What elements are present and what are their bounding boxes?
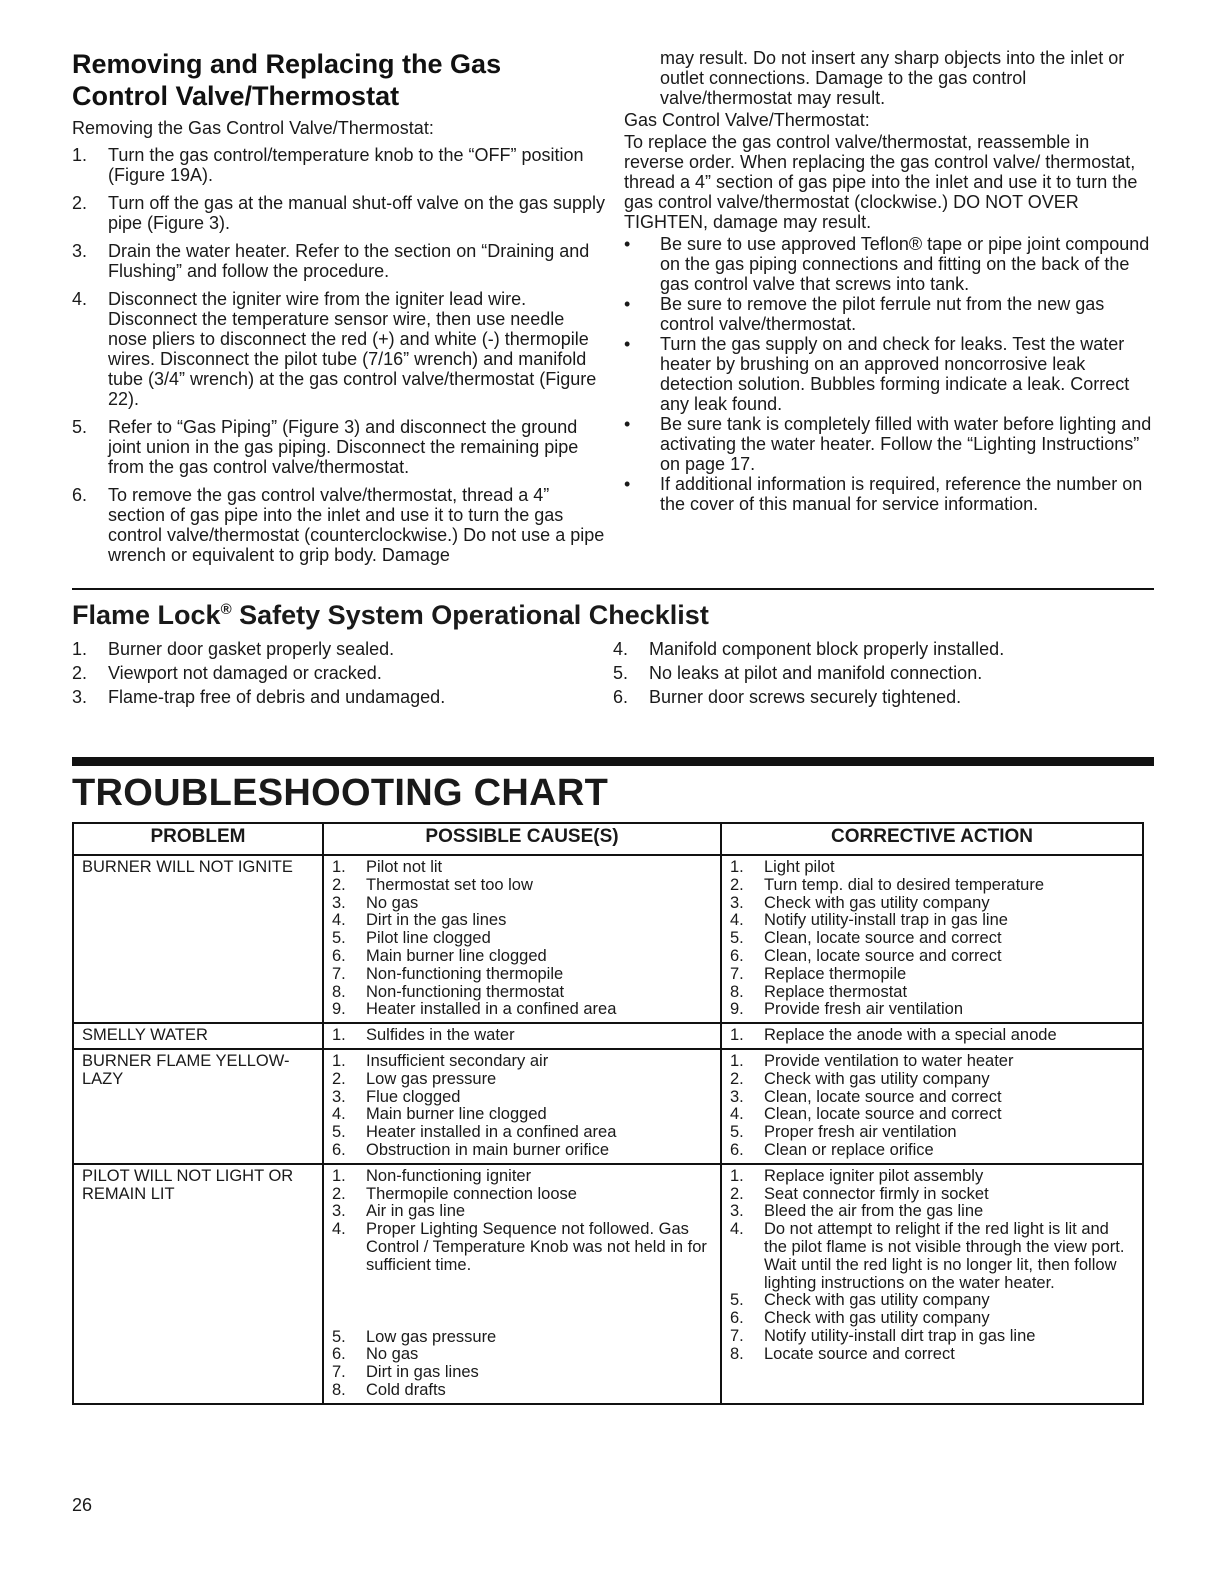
action-item xyxy=(730,1310,1134,1328)
removing-title-line1: Removing and Replacing the Gas xyxy=(72,49,502,79)
cause-item xyxy=(332,930,712,948)
item-text: Dirt in gas lines xyxy=(366,1363,479,1382)
item-text: Low gas pressure xyxy=(366,1327,497,1346)
item-number: 1. xyxy=(332,858,346,876)
action-item xyxy=(730,877,1134,895)
checklist-item xyxy=(613,685,1154,709)
item-text: Check with gas utility company xyxy=(764,1309,990,1328)
item-number: 3. xyxy=(332,1202,346,1221)
item-number: 2. xyxy=(332,1184,346,1203)
item-text: Turn temp. dial to desired temperature xyxy=(764,875,1045,894)
cause-item xyxy=(332,1106,712,1124)
cause-list xyxy=(332,1053,712,1160)
item-number: 2. xyxy=(730,1069,744,1088)
cause-item xyxy=(332,1329,712,1347)
cause-item xyxy=(332,895,712,913)
action-cell xyxy=(721,1023,1143,1049)
action-item xyxy=(730,895,1134,913)
item-text: Viewport not damaged or cracked. xyxy=(108,663,382,683)
item-number: 6. xyxy=(730,1140,744,1159)
item-text: Low gas pressure xyxy=(366,1069,497,1088)
cause-cell xyxy=(323,1049,721,1164)
item-text: Notify utility-install trap in gas line xyxy=(764,911,1008,930)
item-number: 1. xyxy=(730,858,744,876)
item-text: Insufficient secondary air xyxy=(366,1051,549,1070)
cause-item xyxy=(332,1053,712,1071)
item-text: Replace the anode with a special anode xyxy=(764,1026,1057,1045)
item-text: Dirt in the gas lines xyxy=(366,911,507,930)
item-number: 4. xyxy=(332,1220,346,1239)
replacing-body: To replace the gas control valve/thermostat, reassemble in reverse order. When replacing the gas control valve/ thermostat, thread a 4” section of gas pipe into the inlet and use it to turn the gas control valve/thermostat (clockwise.) DO NOT OVER TIGHTEN, damage may result. xyxy=(624,132,1138,232)
item-text: Replace thermopile xyxy=(764,964,907,983)
item-number: 1. xyxy=(72,639,88,659)
header-action: CORRECTIVE ACTION xyxy=(721,823,1143,855)
item-number: 4. xyxy=(332,1105,346,1124)
item-number: 2. xyxy=(730,1184,744,1203)
cause-list xyxy=(332,1168,712,1400)
item-text: Check with gas utility company xyxy=(764,1291,990,1310)
item-number: 3. xyxy=(72,687,88,707)
bullet-text: Turn the gas supply on and check for leaks. Test the water heater by brushing on an approved noncorrosive leak detection solution. Bubbles forming indicate a leak. Correct any leak found. xyxy=(660,334,1130,414)
problem-cell: SMELLY WATER xyxy=(73,1023,323,1049)
cause-item xyxy=(332,1142,712,1160)
flame-lock-checklist xyxy=(72,637,1154,709)
item-text: Do not attempt to relight if the red light is lit and the pilot flame is not visible through the view port. Wait until the red light is no longer lit, then follow lighting instructions on the water heater. xyxy=(764,1220,1125,1292)
manual-page xyxy=(72,48,1154,1405)
cause-item xyxy=(332,1221,712,1274)
item-text: Main burner line clogged xyxy=(366,1105,547,1124)
item-number: 8. xyxy=(332,982,346,1001)
bullet-icon: • xyxy=(624,474,631,494)
item-text: Light pilot xyxy=(764,858,835,876)
item-text: Pilot line clogged xyxy=(366,929,491,948)
bullet-text: If additional information is required, reference the number on the cover of this manual for service information. xyxy=(660,474,1143,514)
cause-item xyxy=(332,1001,712,1019)
item-text: Notify utility-install dirt trap in gas line xyxy=(764,1326,1036,1345)
table-header-row xyxy=(73,823,1143,855)
removing-step xyxy=(72,241,607,281)
checklist-item xyxy=(72,661,613,685)
item-number: 8. xyxy=(730,982,744,1001)
item-number: 7. xyxy=(730,1326,744,1345)
cause-item xyxy=(332,1346,712,1364)
item-text: Bleed the air from the gas line xyxy=(764,1202,984,1221)
item-number: 5. xyxy=(613,663,629,683)
item-number: 1. xyxy=(730,1026,744,1045)
item-text: Manifold component block properly installed. xyxy=(649,639,1005,659)
flame-lock-title xyxy=(72,594,1154,631)
item-text: No gas xyxy=(366,1345,419,1364)
item-number: 5. xyxy=(730,1291,744,1310)
item-text: Clean, locate source and correct xyxy=(764,1087,1002,1106)
page-number: 26 xyxy=(72,1495,93,1515)
registered-mark: ® xyxy=(220,601,232,618)
item-number: 7. xyxy=(730,964,744,983)
item-text: Air in gas line xyxy=(366,1202,466,1221)
checklist-item xyxy=(613,637,1154,661)
step-number: 6. xyxy=(72,485,88,505)
bullet-icon: • xyxy=(624,234,631,254)
bullet-icon: • xyxy=(624,414,631,434)
item-text: No leaks at pilot and manifold connection. xyxy=(649,663,983,683)
cause-item xyxy=(332,877,712,895)
item-text: Clean, locate source and correct xyxy=(764,929,1002,948)
table-body xyxy=(73,855,1143,1404)
item-number: 5. xyxy=(332,1123,346,1142)
cause-list xyxy=(332,1027,712,1045)
item-text: Provide fresh air ventilation xyxy=(764,1000,964,1019)
cause-cell xyxy=(323,1023,721,1049)
item-number: 3. xyxy=(332,893,346,912)
item-number: 1. xyxy=(730,1051,744,1070)
item-number: 7. xyxy=(332,1363,346,1382)
action-item xyxy=(730,1089,1134,1107)
item-number: 9. xyxy=(332,1000,346,1019)
item-number: 5. xyxy=(332,929,346,948)
step-number: 3. xyxy=(72,241,88,261)
bullet-item xyxy=(624,334,1154,414)
item-number: 2. xyxy=(332,875,346,894)
removing-step xyxy=(72,485,607,565)
removing-step xyxy=(72,145,607,185)
item-number: 2. xyxy=(72,663,88,683)
item-number: 2. xyxy=(730,875,744,894)
action-item xyxy=(730,930,1134,948)
removing-title-line2: Control Valve/Thermostat xyxy=(72,81,400,111)
removing-intro: Removing the Gas Control Valve/Thermostat: xyxy=(72,118,434,138)
item-number: 4. xyxy=(332,911,346,930)
step-text: Disconnect the igniter wire from the igniter lead wire. Disconnect the temperature sensor wire, then use needle nose pliers to disconnect the red (+) and white (-) thermopile wires. Disconnect the pilot tube (7/16” wrench) and manifold tube (3/4” wrench) at the gas control valve/thermostat (Figure 22). xyxy=(108,289,597,409)
item-number: 4. xyxy=(730,911,744,930)
bullet-text: Be sure to use approved Teflon® tape or pipe joint compound on the gas piping connections and fitting on the back of the gas control valve that screws into tank. xyxy=(660,234,1150,294)
troubleshooting-divider xyxy=(72,757,1154,766)
item-text: Thermopile connection loose xyxy=(366,1184,577,1203)
action-item xyxy=(730,1346,1134,1364)
bullet-text: Be sure tank is completely filled with water before lighting and activating the water heater. Follow the “Lighting Instructions” on page 17. xyxy=(660,414,1152,474)
item-number: 7. xyxy=(332,964,346,983)
step-text: Turn off the gas at the manual shut-off valve on the gas supply pipe (Figure 3). xyxy=(108,193,605,233)
item-text: Clean, locate source and correct xyxy=(764,946,1002,965)
action-item xyxy=(730,1142,1134,1160)
item-number: 2. xyxy=(332,1069,346,1088)
item-number: 1. xyxy=(332,1051,346,1070)
item-number: 3. xyxy=(730,1087,744,1106)
table-row xyxy=(73,1023,1143,1049)
cause-item xyxy=(332,1124,712,1142)
cause-item xyxy=(332,1382,712,1400)
flame-lock-title-rest: Safety System Operational Checklist xyxy=(231,600,709,630)
item-text: Flue clogged xyxy=(366,1087,461,1106)
action-item xyxy=(730,912,1134,930)
item-number: 8. xyxy=(332,1380,346,1399)
action-item xyxy=(730,1106,1134,1124)
item-number: 3. xyxy=(730,893,744,912)
bullet-item xyxy=(624,234,1154,294)
header-cause: POSSIBLE CAUSE(S) xyxy=(323,823,721,855)
item-text: Sulfides in the water xyxy=(366,1026,515,1045)
cause-cell xyxy=(323,1164,721,1404)
item-text: Proper fresh air ventilation xyxy=(764,1123,957,1142)
checklist-item xyxy=(72,685,613,709)
item-text: Non-functioning thermopile xyxy=(366,964,564,983)
cause-item xyxy=(332,1364,712,1382)
item-number: 6. xyxy=(730,946,744,965)
item-number: 1. xyxy=(730,1166,744,1185)
problem-cell: PILOT WILL NOT LIGHT OR REMAIN LIT xyxy=(73,1164,323,1404)
bullet-icon: • xyxy=(624,334,631,354)
cause-item xyxy=(332,912,712,930)
action-list xyxy=(730,859,1134,1019)
cause-item xyxy=(332,1168,712,1186)
action-item xyxy=(730,1203,1134,1221)
action-cell xyxy=(721,855,1143,1023)
item-text: Obstruction in main burner orifice xyxy=(366,1140,610,1159)
step-number: 2. xyxy=(72,193,88,213)
action-item xyxy=(730,1328,1134,1346)
problem-cell: BURNER FLAME YELLOW-LAZY xyxy=(73,1049,323,1164)
cause-item xyxy=(332,1071,712,1089)
action-list xyxy=(730,1027,1134,1045)
bullet-item xyxy=(624,474,1154,514)
bullet-text: Be sure to remove the pilot ferrule nut from the new gas control valve/thermostat. xyxy=(660,294,1105,334)
item-text: Pilot not lit xyxy=(366,858,443,876)
removing-steps xyxy=(72,145,607,565)
item-text: Clean or replace orifice xyxy=(764,1140,934,1159)
action-item xyxy=(730,1168,1134,1186)
step-number: 5. xyxy=(72,417,88,437)
cause-item xyxy=(332,859,712,877)
replacing-column xyxy=(624,48,1154,582)
removing-step xyxy=(72,289,607,409)
removing-title xyxy=(72,48,607,112)
item-text: Proper Lighting Sequence not followed. Gas Control / Temperature Knob was not held in for sufficient time. xyxy=(366,1220,707,1274)
item-text: Check with gas utility company xyxy=(764,893,990,912)
item-text: Cold drafts xyxy=(366,1380,446,1399)
action-list xyxy=(730,1053,1134,1160)
item-text: Main burner line clogged xyxy=(366,946,547,965)
cause-item xyxy=(332,1203,712,1221)
item-number: 6. xyxy=(332,1140,346,1159)
action-item xyxy=(730,1001,1134,1019)
action-item xyxy=(730,1221,1134,1292)
removing-column xyxy=(72,48,607,582)
item-text: Non-functioning igniter xyxy=(366,1166,532,1185)
table-row xyxy=(73,1049,1143,1164)
flame-lock-title-text: Flame Lock xyxy=(72,600,221,630)
action-item xyxy=(730,1292,1134,1310)
step-text: Refer to “Gas Piping” (Figure 3) and disconnect the ground joint union in the gas piping. Disconnect the remaining pipe from the gas control valve/thermostat. xyxy=(108,417,579,477)
troubleshooting-title: TROUBLESHOOTING CHART xyxy=(72,772,609,814)
action-cell xyxy=(721,1049,1143,1164)
action-item xyxy=(730,984,1134,1002)
step-text: To remove the gas control valve/thermostat, thread a 4” section of gas pipe into the inlet and use it to turn the gas control valve/thermostat (counterclockwise.) Do not use a pipe wrench or equivalent to grip body. Damage xyxy=(108,485,605,565)
item-text: Non-functioning thermostat xyxy=(366,982,565,1001)
item-number: 4. xyxy=(730,1220,744,1239)
action-item xyxy=(730,1124,1134,1142)
item-text: Locate source and correct xyxy=(764,1344,955,1363)
step-number: 4. xyxy=(72,289,88,309)
bullet-icon: • xyxy=(624,294,631,314)
item-text: Clean, locate source and correct xyxy=(764,1105,1002,1124)
item-text: Replace igniter pilot assembly xyxy=(764,1166,984,1185)
item-text: No gas xyxy=(366,893,419,912)
item-text: Thermostat set too low xyxy=(366,875,533,894)
item-number: 8. xyxy=(730,1344,744,1363)
action-item xyxy=(730,859,1134,877)
item-text: Provide ventilation to water heater xyxy=(764,1051,1014,1070)
item-number: 6. xyxy=(332,1345,346,1364)
item-text: Burner door screws securely tightened. xyxy=(649,687,962,707)
section-divider xyxy=(72,588,1154,590)
checklist-right xyxy=(613,637,1154,709)
action-item xyxy=(730,966,1134,984)
problem-cell: BURNER WILL NOT IGNITE xyxy=(73,855,323,1023)
item-text: Heater installed in a confined area xyxy=(366,1123,617,1142)
action-item xyxy=(730,1186,1134,1204)
cause-cell xyxy=(323,855,721,1023)
item-text: Seat connector firmly in socket xyxy=(764,1184,989,1203)
gas-control-section xyxy=(72,48,1154,582)
table-row xyxy=(73,855,1143,1023)
continuation-text: may result. Do not insert any sharp objects into the inlet or outlet connections. Damage to the gas control valve/thermostat may result. xyxy=(660,48,1125,108)
cause-item xyxy=(332,1089,712,1107)
bullet-item xyxy=(624,294,1154,334)
removing-step xyxy=(72,193,607,233)
cause-item xyxy=(332,966,712,984)
item-number: 6. xyxy=(730,1309,744,1328)
action-item xyxy=(730,948,1134,966)
cause-list xyxy=(332,859,712,1019)
item-number: 3. xyxy=(332,1087,346,1106)
item-number: 1. xyxy=(332,1166,346,1185)
item-text: Check with gas utility company xyxy=(764,1069,990,1088)
step-text: Drain the water heater. Refer to the section on “Draining and Flushing” and follow the procedure. xyxy=(108,241,590,281)
table-row xyxy=(73,1164,1143,1404)
action-item xyxy=(730,1053,1134,1071)
item-text: Flame-trap free of debris and undamaged. xyxy=(108,687,446,707)
header-problem: PROBLEM xyxy=(73,823,323,855)
item-number: 5. xyxy=(730,1123,744,1142)
replacing-heading: Gas Control Valve/Thermostat: xyxy=(624,110,870,130)
replacing-bullets xyxy=(624,234,1154,514)
step-number: 1. xyxy=(72,145,88,165)
checklist-item xyxy=(613,661,1154,685)
bullet-item xyxy=(624,414,1154,474)
action-cell xyxy=(721,1164,1143,1404)
troubleshooting-table xyxy=(72,822,1144,1405)
item-text: Replace thermostat xyxy=(764,982,908,1001)
removing-step xyxy=(72,417,607,477)
item-number: 4. xyxy=(730,1105,744,1124)
cause-item xyxy=(332,984,712,1002)
item-number: 1. xyxy=(332,1026,346,1045)
item-text: Heater installed in a confined area xyxy=(366,1000,617,1019)
item-number: 9. xyxy=(730,1000,744,1019)
checklist-left xyxy=(72,637,613,709)
checklist-item xyxy=(72,637,613,661)
action-list xyxy=(730,1168,1134,1364)
item-number: 4. xyxy=(613,639,629,659)
action-item xyxy=(730,1027,1134,1045)
step-text: Turn the gas control/temperature knob to the “OFF” position (Figure 19A). xyxy=(108,145,584,185)
item-number: 3. xyxy=(730,1202,744,1221)
item-number: 6. xyxy=(332,946,346,965)
action-item xyxy=(730,1071,1134,1089)
cause-item xyxy=(332,1027,712,1045)
item-number: 5. xyxy=(730,929,744,948)
item-number: 6. xyxy=(613,687,629,707)
item-number: 5. xyxy=(332,1327,346,1346)
item-text: Burner door gasket properly sealed. xyxy=(108,639,395,659)
cause-item xyxy=(332,948,712,966)
cause-item xyxy=(332,1186,712,1204)
